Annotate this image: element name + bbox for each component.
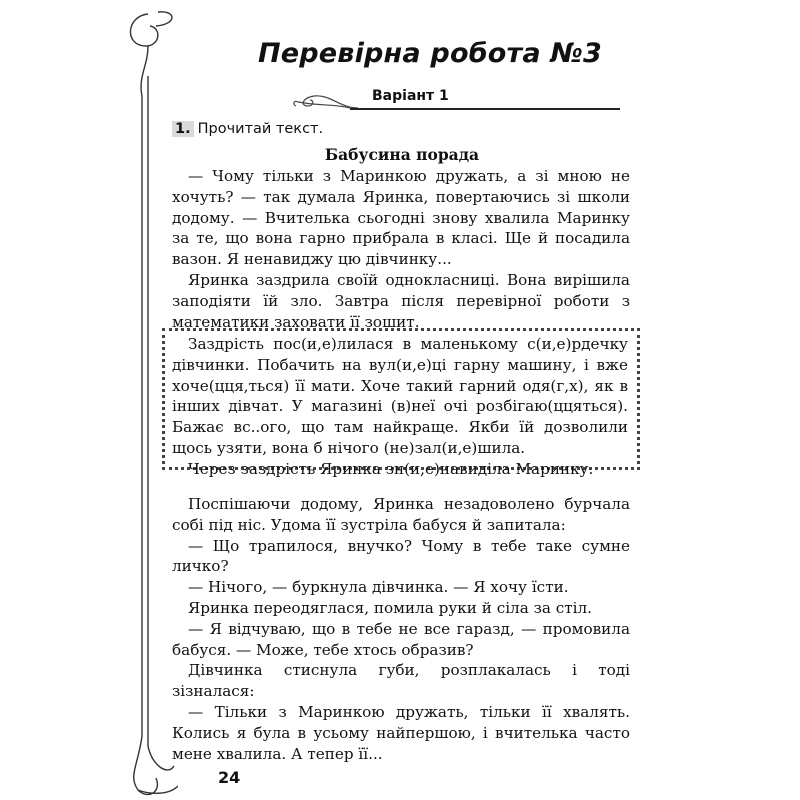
task-text: Прочитай текст. [197,121,324,137]
paragraph: Яринка переодяглася, помила руки й сіла за стіл. [188,598,592,617]
task-number: 1. [172,121,194,137]
paragraph: — Що трапилося, внучко? Чому в тебе таке сумне личко? [172,536,630,576]
task-instruction [172,121,323,137]
paragraph: — Тільки з Маринкою дружать, тільки її хвалять. Колись я була в усьому найпершою, і вчителька часто мене хвалила. А тепер її... [172,702,630,763]
intro-text [172,166,630,332]
page-title: Перевірна робота №3 [257,38,603,69]
page-number: 24 [218,768,241,787]
paragraph: Дівчинка стиснула губи, розплакалась і тоді зізналася: [172,661,630,701]
paragraph: — Чому тільки з Маринкою дружать, а зі мною не хочуть? — так думала Яринка, повертаючись зі школи додому. — Вчителька сьогодні знову хвалила Маринку за те, що вона гарно прибрала в класі. Ще й посадила вазон. Я ненавиджу цю дівчинку... [172,167,630,269]
swirl-ornament-icon [290,86,360,110]
paragraph: — Я відчуваю, що в тебе не все гаразд, — промовила бабуся. — Може, тебе хтось образив? [172,619,630,659]
paragraph: — Нічого, — буркнула дівчинка. — Я хочу їсти. [188,578,569,597]
variant-header [290,86,610,110]
paragraph: Через заздрість Яринка зн(и,е)навиділа Маринку. [188,459,594,478]
paragraph: Заздрість пос(и,е)лилася в маленькому с(и,е)рдечку дівчинки. Побачить на вул(и,е)ці гарну машину, і вже хоче(цця,ться) її мати. Хоче такий гарний одя(г,х), як в інших дівчат. У магазині (в)неї очі розбігаю(ццяться). Бажає вс..ого, що там найкраще. Якби їй дозволили щось узяти, вона б нічого (не)зал(и,е)шила. [172,335,628,457]
story-title: Бабусина порада [324,145,480,164]
paragraph: Яринка заздрила своїй однокласниці. Вона вирішила заподіяти їй зло. Завтра після перевірної роботи з математики заховати її зошит. [172,270,630,331]
outro-text [172,494,630,764]
variant-label: Варіант 1 [372,88,449,104]
exercise-text [172,334,628,480]
paragraph: Поспішаючи додому, Яринка незадоволено бурчала собі під ніс. Удома її зустріла бабуся й запитала: [172,495,630,534]
variant-underline [350,108,620,110]
